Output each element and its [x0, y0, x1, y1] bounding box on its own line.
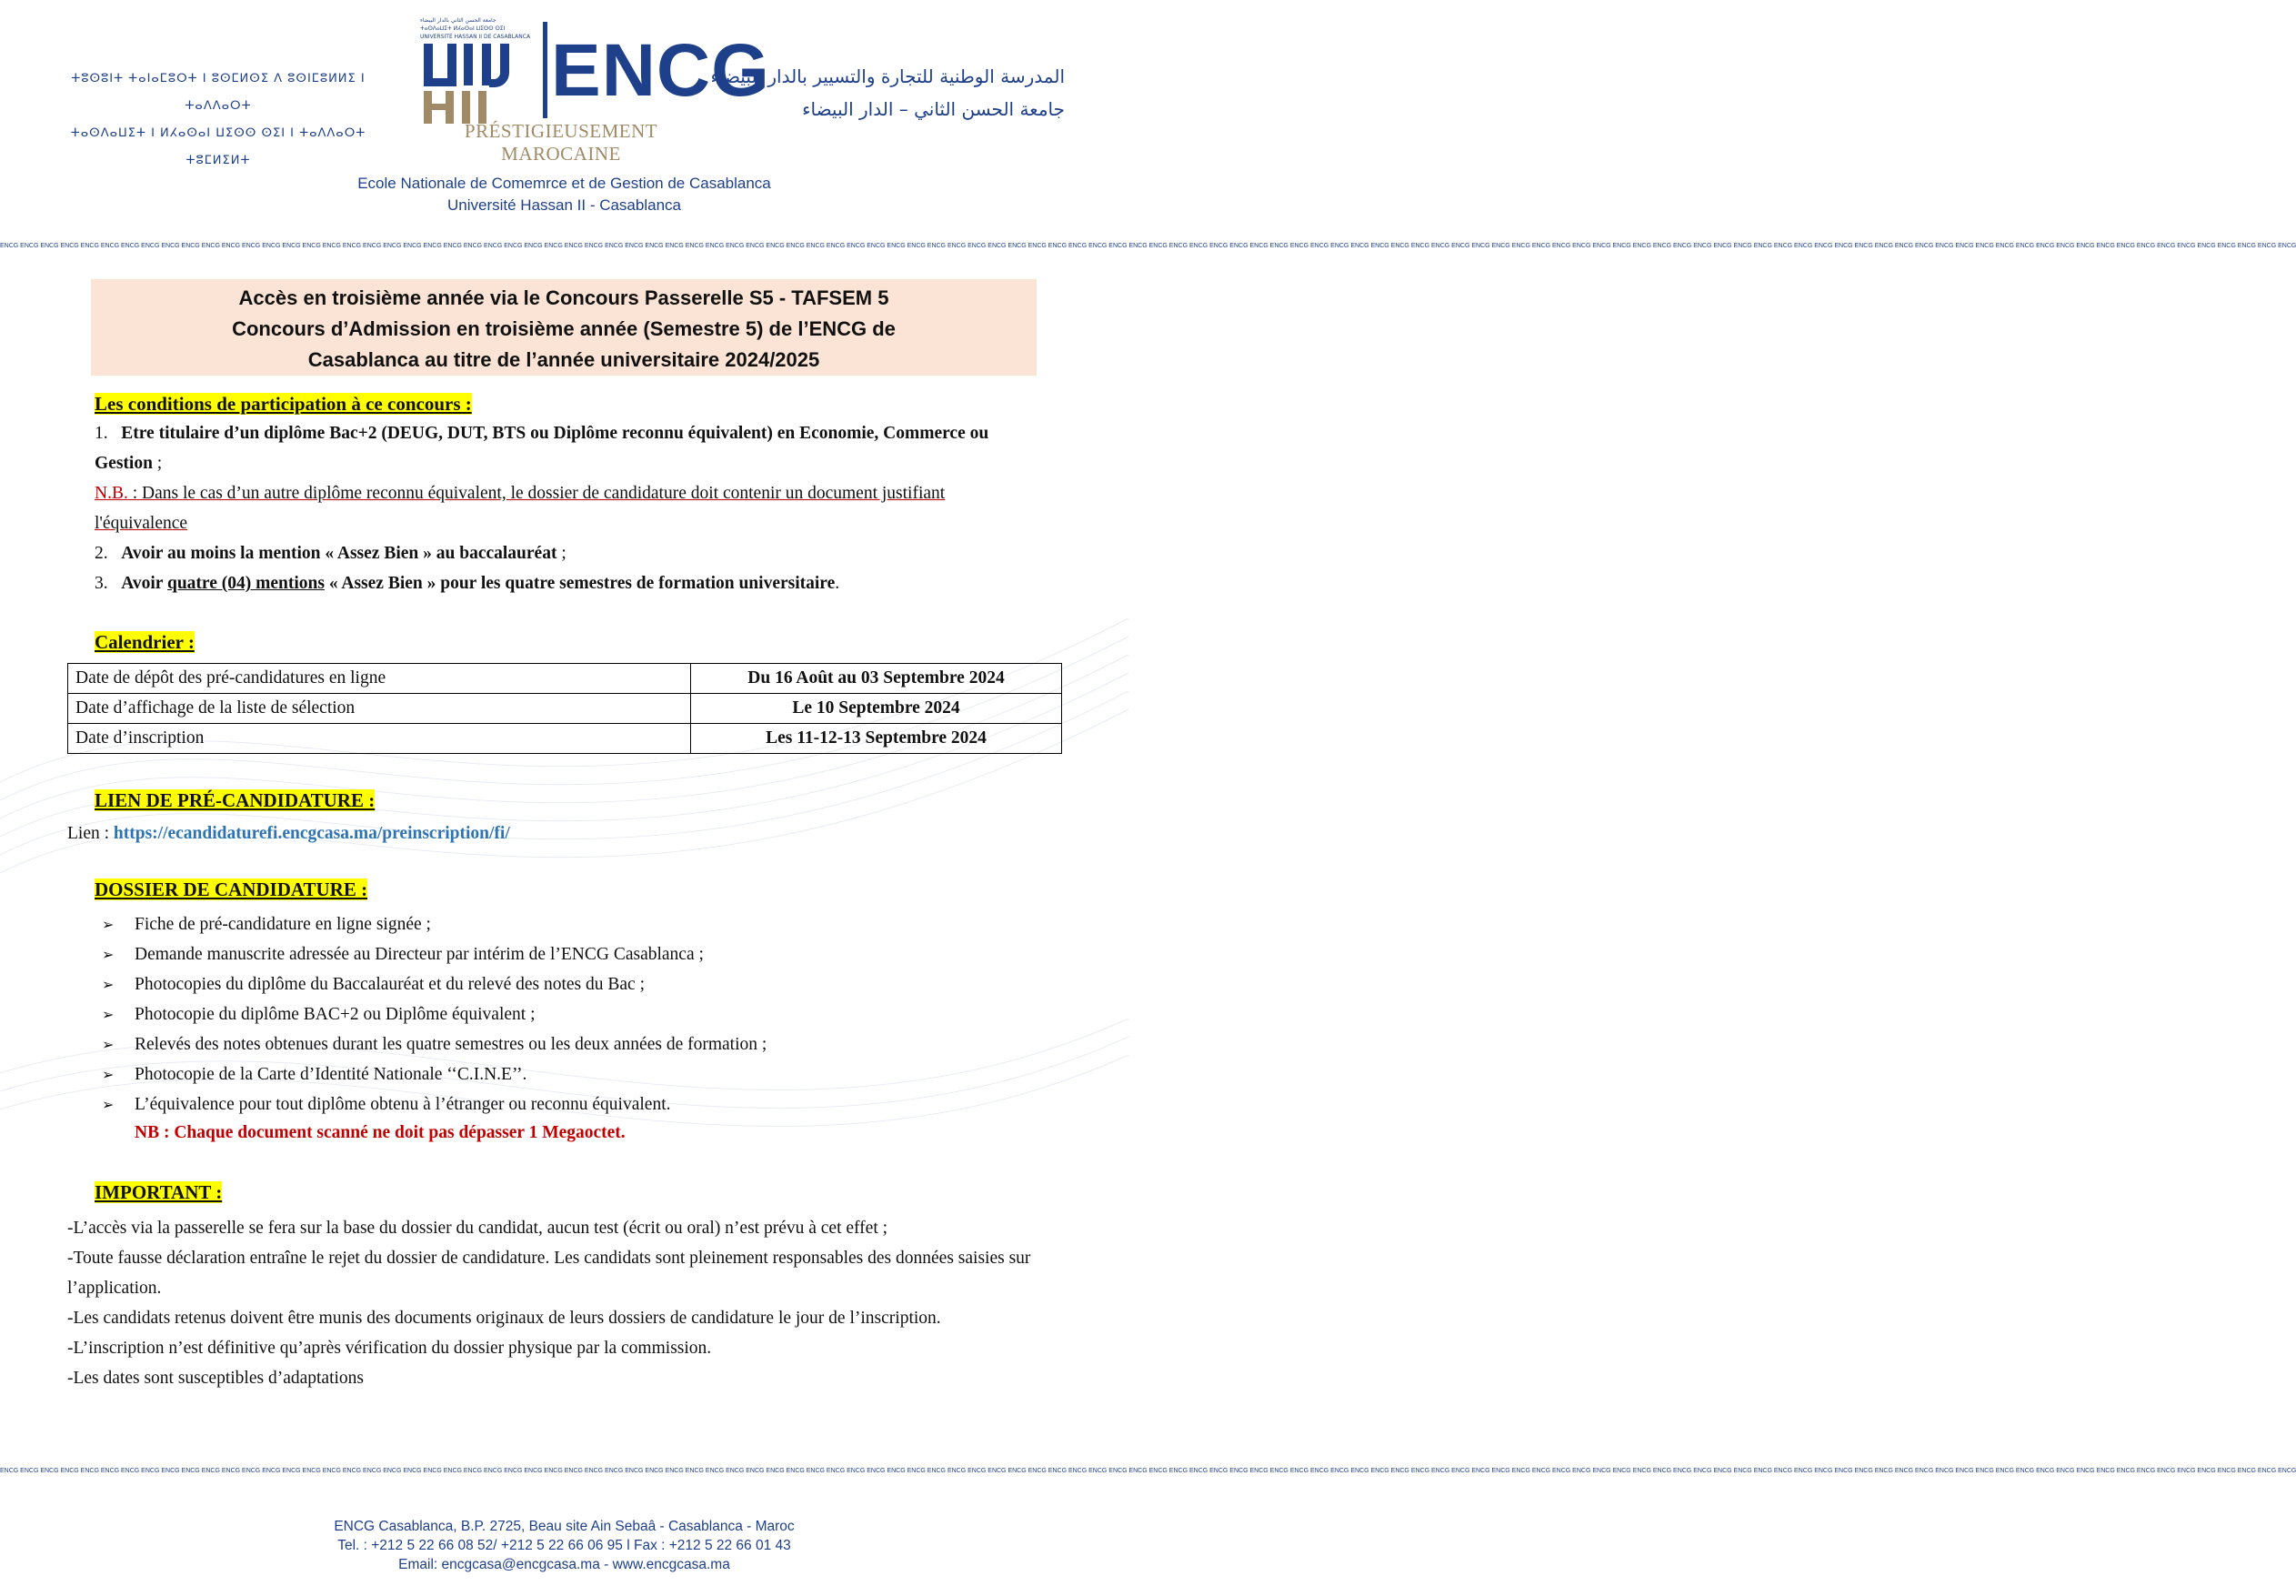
title-line-3: Casablanca au titre de l’année universitaire 2024/2025 — [307, 348, 820, 371]
precandidature-link[interactable]: https://ecandidaturefi.encgcasa.ma/preinscription/fi/ — [113, 824, 510, 843]
condition-2-text: Avoir au moins la mention « Assez Bien » au baccalauréat — [121, 544, 557, 563]
conditions-list — [95, 418, 1013, 598]
dossier-heading — [95, 877, 367, 902]
tifinagh-line-2: ⵜⴰⵙⴷⴰⵡⵉⵜ ⵏ ⵍⵃⴰⵙⴰⵏ ⵡⵉⵙⵙ ⵙⵉⵏ ⵏ ⵜⴰⴷⴷⴰⵔⵜ ⵜⵓⵎⵍⵉⵍⵜ — [70, 126, 366, 167]
encg-logo — [420, 16, 770, 165]
condition-nb — [95, 478, 1013, 538]
table-row — [68, 694, 1062, 724]
logo-caption-line-3: UNIVERSITÉ HASSAN II DE CASABLANCA — [420, 34, 531, 40]
title-line-2: Concours d’Admission en troisième année (Semestre 5) de l’ENCG de — [232, 317, 896, 340]
arrow-bullet-icon: ➢ — [102, 1006, 115, 1023]
list-item — [102, 1059, 1020, 1089]
list-item-text: Photocopies du diplôme du Baccalauréat et du relevé des notes du Bac ; — [135, 975, 645, 994]
list-item — [102, 1029, 1020, 1059]
list-item — [102, 1089, 1020, 1119]
table-row — [68, 664, 1062, 694]
condition-item-1 — [95, 418, 1013, 478]
encg-pattern-strip-top: ENCG ENCG ENCG ENCG ENCG ENCG ENCG ENCG ENCG ENCG ENCG ENCG ENCG ENCG ENCG ENCG ENCG ENCG ENCG ENCG ENCG ENCG ENCG ENCG ENCG ENCG ENCG ENCG ENCG ENCG ENCG ENCG ENCG ENCG ENCG ENCG ENCG ENCG ENCG ENCG ENCG ENCG ENCG ENCG ENCG ENCG ENCG ENCG ENCG ENCG ENCG ENCG ENCG ENCG ENCG ENCG ENCG ENCG ENCG ENCG ENCG ENCG ENCG ENCG ENCG ENCG ENCG ENCG ENCG ENCG ENCG ENCG ENCG ENCG ENCG ENCG ENCG ENCG ENCG ENCG ENCG ENCG ENCG ENCG ENCG ENCG ENCG ENCG ENCG ENCG ENCG ENCG ENCG ENCG ENCG ENCG ENCG ENCG ENCG ENCG ENCG ENCG ENCG ENCG ENCG ENCG ENCG ENCG ENCG ENCG ENCG ENCG ENCG ENCG — [0, 243, 2296, 249]
list-item — [102, 909, 1020, 939]
list-item — [102, 969, 1020, 999]
list-item-text: L’équivalence pour tout diplôme obtenu à l’étranger ou reconnu équivalent. — [135, 1095, 671, 1114]
list-item-text: Demande manuscrite adressée au Directeur par intérim de l’ENCG Casablanca ; — [135, 945, 704, 964]
university-emblem-icon — [424, 40, 522, 124]
logo-caption-line-2: ⵜⴰⵙⴷⴰⵡⵉⵜ ⵍⵃⴰⵙⴰⵏ ⵡⵉⵙⵙ ⵙⵉⵏ — [420, 25, 506, 32]
calendar-label-cell: Date d’affichage de la liste de sélection — [68, 694, 691, 724]
link-prefix: Lien : — [67, 824, 114, 843]
arrow-bullet-icon: ➢ — [102, 946, 115, 963]
arrow-bullet-icon: ➢ — [102, 976, 115, 993]
important-note: -Les dates sont susceptibles d’adaptations — [67, 1369, 365, 1388]
calendar-value-cell: Le 10 Septembre 2024 — [691, 694, 1062, 724]
link-line — [67, 821, 510, 847]
condition-3-underlined: quatre (04) mentions — [166, 574, 325, 593]
condition-1-text: Etre titulaire d’un diplôme Bac+2 (DEUG, DUT, BTS ou Diplôme reconnu équivalent) en Economie, Commerce ou Gestion — [95, 424, 989, 473]
link-heading — [95, 788, 375, 813]
condition-1-end: ; — [152, 454, 163, 473]
link-heading-text: LIEN DE PRÉ-CANDIDATURE : — [95, 789, 376, 811]
nb-text: : Dans le cas d’un autre diplôme reconnu équivalent, le dossier de candidature doit contenir un document justifiant l'équivalence — [95, 484, 946, 533]
title-line-1: Accès en troisième année via le Concours Passerelle S5 - TAFSEM 5 — [238, 286, 889, 309]
header-arabic-name — [710, 60, 1065, 125]
arrow-bullet-icon: ➢ — [102, 1096, 115, 1113]
condition-2-number: 2. — [95, 544, 108, 563]
title-box — [91, 279, 1037, 376]
encg-pattern-strip-bottom: ENCG ENCG ENCG ENCG ENCG ENCG ENCG ENCG ENCG ENCG ENCG ENCG ENCG ENCG ENCG ENCG ENCG ENCG ENCG ENCG ENCG ENCG ENCG ENCG ENCG ENCG ENCG ENCG ENCG ENCG ENCG ENCG ENCG ENCG ENCG ENCG ENCG ENCG ENCG ENCG ENCG ENCG ENCG ENCG ENCG ENCG ENCG ENCG ENCG ENCG ENCG ENCG ENCG ENCG ENCG ENCG ENCG ENCG ENCG ENCG ENCG ENCG ENCG ENCG ENCG ENCG ENCG ENCG ENCG ENCG ENCG ENCG ENCG ENCG ENCG ENCG ENCG ENCG ENCG ENCG ENCG ENCG ENCG ENCG ENCG ENCG ENCG ENCG ENCG ENCG ENCG ENCG ENCG ENCG ENCG ENCG ENCG ENCG ENCG ENCG ENCG ENCG ENCG ENCG ENCG ENCG ENCG ENCG ENCG ENCG ENCG ENCG ENCG ENCG — [0, 1468, 2296, 1474]
list-item-text: Photocopie de la Carte d’Identité Nationale ‘‘C.I.N.E’’. — [135, 1065, 527, 1084]
condition-item-2 — [95, 538, 1013, 568]
footer-phone: Tel. : +212 5 22 66 08 52/ +212 5 22 66 06 95 l Fax : +212 5 22 66 01 43 — [337, 1538, 791, 1553]
condition-3-end: . — [835, 574, 840, 593]
important-note: -Toute fausse déclaration entraîne le rejet du dossier de candidature. Les candidats sont pleinement responsables des données saisies sur l’application. — [67, 1249, 1031, 1298]
arabic-line-1: المدرسة الوطنية للتجارة والتسيير بالدار البيضاء — [710, 65, 1065, 87]
dossier-size-note: NB : Chaque document scanné ne doit pas dépasser 1 Megaoctet. — [135, 1123, 626, 1142]
important-note: -L’inscription n’est définitive qu’après vérification du dossier physique par la commission. — [67, 1339, 712, 1358]
condition-1-number: 1. — [95, 424, 108, 443]
calendar-label-cell: Date d’inscription — [68, 724, 691, 754]
arrow-bullet-icon: ➢ — [102, 916, 115, 933]
calendar-heading — [95, 629, 195, 655]
important-notes — [67, 1213, 1068, 1393]
condition-3-post: « Assez Bien » pour les quatre semestres de formation universitaire — [324, 574, 836, 593]
arrow-bullet-icon: ➢ — [102, 1036, 115, 1053]
important-note: -L’accès via la passerelle se fera sur la base du dossier du candidat, aucun test (écrit ou oral) n’est prévu à cet effet ; — [67, 1219, 888, 1238]
calendar-label-cell: Date de dépôt des pré-candidatures en ligne — [68, 664, 691, 694]
nb-label: N.B. — [95, 484, 128, 503]
list-item — [102, 939, 1020, 969]
university-name: Université Hassan II - Casablanca — [446, 196, 681, 214]
arabic-line-2: جامعة الحسن الثاني – الدار البيضاء — [802, 98, 1065, 120]
dossier-heading-text: DOSSIER DE CANDIDATURE : — [95, 878, 368, 900]
condition-3-pre: Avoir — [121, 574, 167, 593]
condition-2-end: ; — [556, 544, 566, 563]
logo-divider — [543, 22, 547, 118]
important-heading-text: IMPORTANT : — [95, 1181, 223, 1203]
list-item-text: Relevés des notes obtenues durant les quatre semestres ou les deux années de formation ; — [135, 1035, 767, 1054]
conditions-heading-text: Les conditions de participation à ce concours : — [95, 393, 472, 415]
footer-email-web: Email: encgcasa@encgcasa.ma - www.encgcasa.ma — [398, 1557, 730, 1572]
calendar-heading-text: Calendrier : — [95, 631, 195, 653]
important-heading — [95, 1179, 222, 1205]
condition-3-number: 3. — [95, 574, 108, 593]
school-name: Ecole Nationale de Comemrce et de Gestion de Casablanca — [357, 175, 771, 192]
logo-university-caption — [420, 16, 530, 41]
list-item-text: Photocopie du diplôme BAC+2 ou Diplôme équivalent ; — [135, 1005, 536, 1024]
condition-item-3 — [95, 568, 1013, 598]
school-identity — [0, 173, 1128, 216]
calendar-value-cell: Les 11-12-13 Septembre 2024 — [691, 724, 1062, 754]
important-note: -Les candidats retenus doivent être munis des documents originaux de leurs dossiers de candidature le jour de l’inscription. — [67, 1309, 941, 1328]
tifinagh-line-1: ⵜⵓⵙⵓⵏⵜ ⵜⴰⵏⴰⵎⵓⵔⵜ ⵏ ⵓⵙⵎⵍⵙⵉ ⴷ ⵓⵙⵏⵎⵓⵍⵍⵉ ⵏ ⵜⴰⴷⴷⴰⵔⵜ — [71, 72, 366, 113]
logo-tagline: PRÉSTIGIEUSEMENT MAROCAINE — [464, 120, 658, 165]
header-tifinagh-name — [55, 65, 382, 175]
list-item — [102, 999, 1020, 1029]
list-item-text: Fiche de pré-candidature en ligne signée ; — [135, 915, 431, 934]
table-row — [68, 724, 1062, 754]
footer-address: ENCG Casablanca, B.P. 2725, Beau site Ain Sebaâ - Casablanca - Maroc — [334, 1519, 795, 1534]
calendar-table — [67, 663, 1062, 754]
logo-wordmark: ENCG — [551, 29, 770, 112]
calendar-value-cell: Du 16 Août au 03 Septembre 2024 — [691, 664, 1062, 694]
conditions-heading — [95, 391, 472, 417]
logo-caption-line-1: جامعة الحسن الثاني بالدار البيضاء — [420, 17, 496, 24]
footer-contact — [0, 1517, 1128, 1574]
dossier-list — [102, 909, 1020, 1119]
arrow-bullet-icon: ➢ — [102, 1066, 115, 1083]
